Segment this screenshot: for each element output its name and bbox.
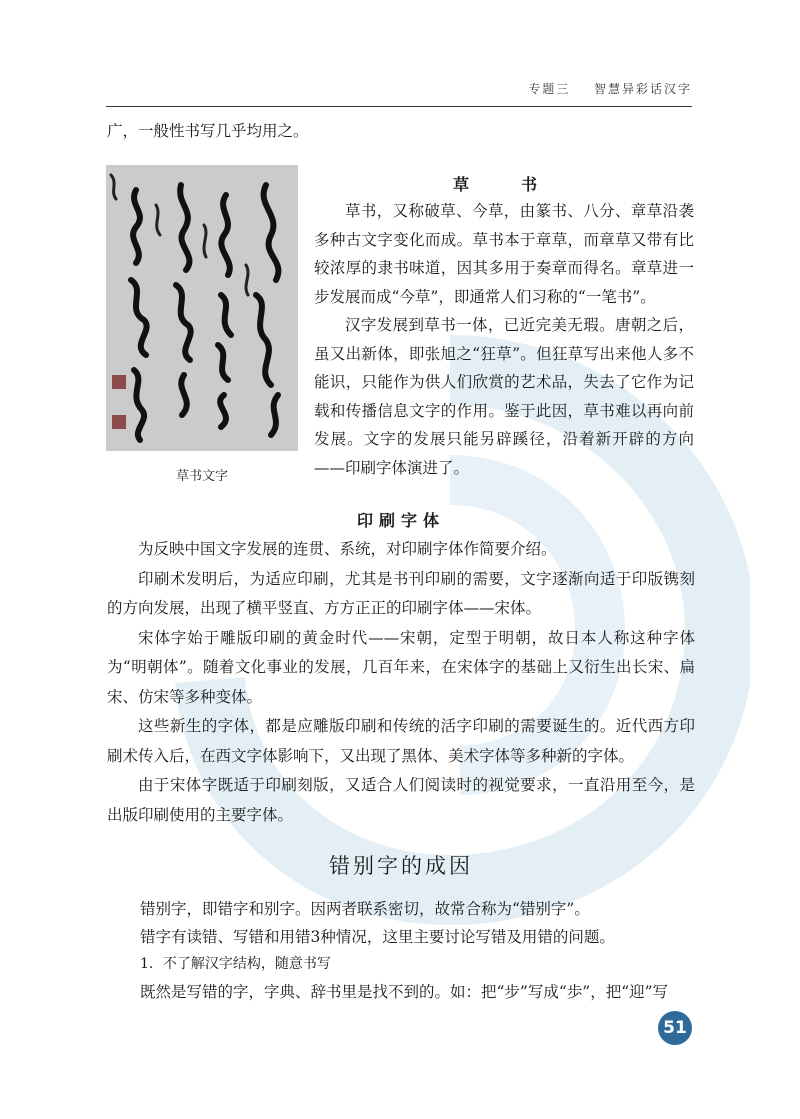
- printing-paragraph-4: 这些新生的字体，都是应雕版印刷和传统的活字印刷的需要诞生的。近代西方印刷术传入后，在西文字体影响下，又出现了黑体、美术字体等多种新的字体。: [107, 717, 695, 765]
- printing-paragraph-1: 为反映中国文字发展的连贯、系统，对印刷字体作简要介绍。: [138, 540, 557, 558]
- errors-paragraph-2: 错字有读错、写错和用错3种情况，这里主要讨论写错及用错的问题。: [140, 927, 615, 946]
- caoshu-heading: 草 书: [452, 175, 555, 194]
- errors-section: [140, 896, 695, 1006]
- caoshu-section: [314, 172, 694, 482]
- intro-line: 广，一般性书写几乎均用之。: [107, 122, 309, 140]
- running-header: [106, 80, 692, 107]
- errors-paragraph-3: 既然是写错的字，字典、辞书里是找不到的。如：把“步”写成“歩”，把“迎”写: [140, 982, 669, 1001]
- printing-heading: 印刷字体: [356, 511, 445, 530]
- printing-section: [107, 508, 695, 830]
- header-title: 智慧异彩话汉字: [593, 82, 692, 96]
- printing-paragraph-2: 印刷术发明后，为适应印刷，尤其是书刊印刷的需要，文字逐渐向适于印版镌刻的方向发展，出现了横平竖直、方方正正的印刷字体——宋体。: [107, 569, 695, 617]
- errors-heading: 错别字的成因: [329, 854, 473, 878]
- caoshu-paragraph-2: 汉字发展到草书一体，已近完美无瑕。唐朝之后，虽又出新体，即张旭之“狂草”。但狂草写出来他人多不能识，只能作为供人们欣赏的艺术品，失去了它作为记载和传播信息文字的作用。鉴于此因，草书难以再向前发展。文字的发展只能另辟蹊径，沿着新开辟的方向——印刷字体演进了。: [314, 316, 694, 477]
- caoshu-paragraph-1: 草书，又称破草、今草，由篆书、八分、章草沿袭多种古文字变化而成。草书本于章草，而章草又带有比较浓厚的隶书味道，因其多用于奏章而得名。章草进一步发展而成“今草”，即通常人们习称的“一笔书”。: [314, 202, 694, 306]
- page-number-badge: 51: [658, 1011, 692, 1045]
- calligraphy-strokes: [106, 165, 298, 451]
- header-section: 专题三: [528, 82, 571, 96]
- cursive-calligraphy-image: [106, 165, 298, 451]
- printing-paragraph-5: 由于宋体字既适于印刷刻版，又适合人们阅读时的视觉要求，一直沿用至今，是出版印刷使用的主要字体。: [107, 776, 695, 824]
- errors-subheading-1: 1．不了解汉字结构，随意书写: [140, 956, 331, 972]
- errors-paragraph-1: 错别字，即错字和别字。因两者联系密切，故常合称为“错别字”。: [140, 900, 590, 918]
- printing-paragraph-3: 宋体字始于雕版印刷的黄金时代——宋朝，定型于明朝，故日本人称这种字体为“明朝体”。随着文化事业的发展，几百年来，在宋体字的基础上又衍生出长宋、扁宋、仿宋等多种变体。: [107, 628, 695, 706]
- figure-caption: 草书文字: [175, 469, 228, 484]
